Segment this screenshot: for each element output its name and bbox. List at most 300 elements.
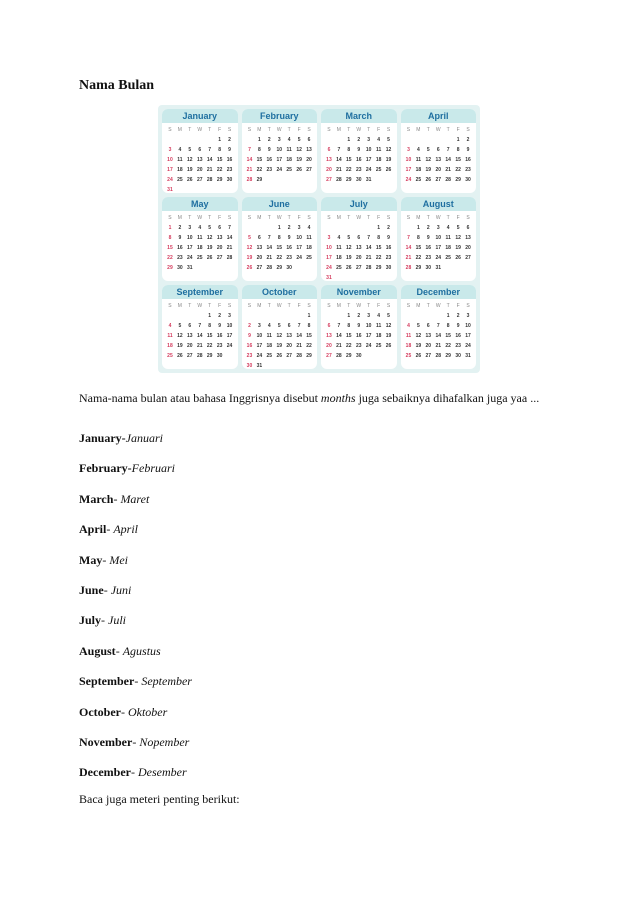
day-cell: 12 [385,323,392,329]
day-cell: 8 [446,323,450,329]
month-list [79,431,192,796]
day-cell: 9 [267,147,271,153]
weekday-label: F [456,215,460,221]
day-cell: 15 [206,333,213,339]
day-cell: 12 [346,245,352,251]
day-cell: 18 [177,167,183,173]
day-cell: 17 [435,245,442,251]
day-cell [324,225,334,231]
day-cell: 16 [465,157,471,163]
day-cell: 21 [445,167,451,173]
day-cell: 4 [377,137,380,143]
weekday-label: W [276,215,282,221]
day-cell: 27 [286,353,292,359]
day-cell: 17 [226,333,233,339]
month-name: September [162,285,238,299]
day-cell: 26 [415,353,422,359]
day-cell: 1 [208,313,212,319]
list-item: May- Mei [79,552,128,567]
day-cell: 29 [276,265,283,271]
day-cell: 1 [416,225,420,231]
weekday-label: M [257,215,262,221]
weekday-label: T [208,303,212,309]
day-grid [401,137,477,183]
day-cell: 4 [168,323,172,329]
day-cell: 6 [198,147,202,153]
day-cell: 3 [188,225,192,231]
day-cell: 31 [435,265,442,271]
day-cell: 30 [355,177,362,183]
day-cell: 5 [178,323,182,329]
list-item: October- Oktober [79,704,168,719]
weekday-label: S [406,127,411,133]
weekday-label: T [426,303,430,309]
day-cell: 20 [306,157,312,163]
day-cell: 12 [187,157,193,163]
day-cell: 17 [326,255,332,261]
day-cell: 26 [276,353,283,359]
day-cell [185,137,195,143]
day-cell: 23 [385,255,392,261]
day-cell: 29 [256,177,263,183]
month-september [162,285,238,369]
day-cell: 11 [306,235,312,241]
weekday-label: T [426,215,430,221]
weekday-label: F [218,215,222,221]
day-cell: 23 [246,353,253,359]
day-cell: 27 [196,177,203,183]
weekday-label: T [446,215,450,221]
day-cell: 21 [405,255,412,261]
weekday-label: T [367,127,371,133]
month-july [321,197,397,281]
day-cell: 22 [206,343,213,349]
day-cell: 23 [266,167,273,173]
day-cell [165,313,175,319]
day-cell: 2 [248,323,251,329]
weekday-label: T [188,127,192,133]
day-grid [401,225,477,271]
day-cell: 30 [246,363,253,369]
day-cell: 9 [228,147,231,153]
list-item: January-Januari [79,431,164,445]
day-cell: 22 [216,167,223,173]
day-cell: 9 [357,147,361,153]
day-cell: 13 [465,235,471,241]
day-cell: 17 [167,167,173,173]
day-cell [433,137,443,143]
day-cell: 21 [226,245,233,251]
weekday-label: S [466,127,470,133]
day-cell: 8 [208,323,212,329]
day-cell: 6 [287,323,291,329]
month-october [242,285,318,369]
day-cell: 22 [445,343,451,349]
day-cell: 26 [346,265,352,271]
day-cell: 2 [426,225,430,231]
day-cell: 24 [465,343,471,349]
day-cell: 9 [218,323,221,329]
day-cell: 17 [465,333,471,339]
day-cell: 4 [446,225,450,231]
weekday-label: T [267,127,271,133]
day-cell: 15 [415,245,422,251]
day-cell: 7 [228,225,231,231]
day-cell: 26 [296,167,302,173]
day-cell: 12 [276,333,283,339]
day-cell: 6 [436,147,440,153]
day-cell: 20 [326,167,332,173]
page-title: Nama Bulan [79,78,155,93]
day-cell: 28 [196,353,203,359]
month-august [401,197,477,281]
day-cell: 7 [248,147,251,153]
day-cell: 7 [297,323,301,329]
day-cell: 12 [415,333,422,339]
day-cell: 27 [306,167,312,173]
day-cell: 6 [357,235,361,241]
day-cell: 20 [216,245,223,251]
weekday-label: T [188,303,192,309]
day-cell: 29 [415,265,422,271]
day-cell: 19 [425,167,432,173]
day-cell: 28 [445,177,451,183]
weekday-label: S [247,303,252,309]
day-cell: 25 [445,255,451,261]
day-cell: 14 [226,235,233,241]
day-cell: 11 [336,245,342,251]
day-cell: 24 [365,167,372,173]
day-cell: 30 [465,177,471,183]
day-cell: 20 [435,167,442,173]
month-march [321,109,397,193]
day-cell: 17 [365,157,372,163]
day-cell: 24 [256,353,263,359]
day-cell: 10 [326,245,332,251]
day-cell: 5 [416,323,420,329]
day-cell: 5 [297,137,301,143]
day-cell: 27 [355,265,362,271]
day-cell: 13 [306,147,312,153]
day-cell: 30 [177,265,183,271]
month-name: July [321,197,397,211]
day-grid [321,313,397,359]
day-cell: 1 [277,225,281,231]
weekday-label: S [247,127,252,133]
day-cell: 1 [257,137,261,143]
day-cell: 27 [187,353,193,359]
day-cell: 18 [445,245,451,251]
day-cell: 19 [415,343,422,349]
day-cell: 26 [206,255,213,261]
day-cell: 25 [167,353,173,359]
day-cell: 16 [355,333,362,339]
day-cell: 14 [405,245,412,251]
day-cell: 16 [355,157,362,163]
list-item: June- Juni [79,582,132,597]
day-cell [165,137,175,143]
day-cell: 12 [206,235,213,241]
day-cell: 4 [198,225,202,231]
day-cell: 9 [466,147,470,153]
day-cell: 21 [246,167,253,173]
weekday-label: S [466,215,470,221]
day-cell: 27 [216,255,223,261]
weekday-label: M [336,215,341,221]
weekday-label: T [287,303,291,309]
day-cell: 26 [385,343,392,349]
weekday-label: W [197,127,203,133]
day-cell: 13 [435,157,442,163]
day-cell: 10 [365,323,372,329]
day-cell: 9 [426,235,430,241]
day-cell: 3 [367,313,371,319]
day-cell: 15 [276,245,283,251]
day-cell: 28 [365,265,372,271]
day-cell: 13 [256,245,263,251]
weekday-label: S [307,303,311,309]
day-cell: 14 [246,157,253,163]
day-cell: 4 [178,147,182,153]
day-cell: 5 [387,137,390,143]
day-cell: 2 [218,313,221,319]
weekday-label: M [416,127,421,133]
weekday-header [401,303,477,309]
day-cell: 8 [347,147,351,153]
day-cell: 2 [456,313,460,319]
day-grid [321,137,397,183]
day-cell: 2 [466,137,470,143]
day-cell: 17 [187,245,193,251]
day-cell: 11 [415,157,422,163]
day-cell: 23 [226,167,233,173]
weekday-label: S [227,303,232,309]
day-cell: 8 [456,147,460,153]
day-cell: 28 [226,255,233,261]
day-cell: 3 [466,313,470,319]
day-cell: 9 [357,323,361,329]
day-cell: 20 [355,255,362,261]
weekday-label: M [177,215,182,221]
day-cell: 16 [425,245,432,251]
weekday-label: M [416,215,421,221]
day-cell: 19 [187,167,193,173]
day-cell: 28 [336,177,342,183]
day-cell: 3 [277,137,281,143]
day-cell [264,313,274,319]
day-cell: 28 [266,265,273,271]
day-cell: 8 [416,235,420,241]
day-cell: 7 [337,323,341,329]
day-cell [354,225,364,231]
day-cell: 29 [306,353,312,359]
day-cell: 4 [416,147,420,153]
day-cell: 4 [267,323,271,329]
day-cell: 5 [456,225,460,231]
day-cell: 24 [226,343,233,349]
day-cell: 2 [357,137,361,143]
weekday-label: S [466,303,470,309]
day-cell: 27 [465,255,471,261]
day-cell: 10 [226,323,233,329]
day-cell: 9 [456,323,460,329]
day-cell: 30 [355,353,362,359]
day-cell: 11 [405,333,412,339]
weekday-label: S [327,127,331,133]
weekday-label: S [327,215,331,221]
day-cell: 19 [246,255,253,261]
day-cell: 8 [377,235,380,241]
day-cell: 28 [435,353,442,359]
weekday-header [321,127,397,133]
day-cell: 29 [346,353,352,359]
day-cell: 28 [405,265,412,271]
day-cell: 7 [446,147,450,153]
day-cell: 30 [425,265,432,271]
day-cell: 18 [415,167,422,173]
day-cell: 25 [415,177,422,183]
day-cell: 15 [256,157,263,163]
day-cell: 14 [196,333,203,339]
weekday-label: S [307,215,311,221]
weekday-label: F [456,303,460,309]
day-cell: 12 [425,157,432,163]
weekday-label: T [208,127,212,133]
day-cell: 7 [436,323,440,329]
day-cell: 6 [257,235,261,241]
day-cell: 5 [387,313,390,319]
day-cell: 1 [347,137,351,143]
day-cell: 1 [456,137,460,143]
day-cell [324,313,334,319]
day-cell: 31 [365,177,372,183]
day-cell: 14 [445,157,451,163]
closing-text: Baca juga meteri penting berikut: [79,792,240,806]
day-cell: 15 [346,333,352,339]
weekday-label: T [188,215,192,221]
day-cell: 13 [286,333,292,339]
day-cell: 6 [426,323,430,329]
weekday-header [242,215,318,221]
day-cell: 3 [297,225,301,231]
day-cell [334,225,344,231]
weekday-label: W [276,303,282,309]
day-cell: 10 [405,157,412,163]
day-cell: 8 [168,235,172,241]
day-cell [423,137,433,143]
day-cell: 17 [296,245,302,251]
day-cell: 14 [296,333,302,339]
day-cell: 25 [375,343,382,349]
weekday-label: W [276,127,282,133]
day-cell: 6 [218,225,221,231]
day-cell: 11 [197,235,203,241]
weekday-label: S [227,215,232,221]
day-cell: 20 [187,343,193,349]
day-cell: 29 [216,177,223,183]
month-may [162,197,238,281]
day-cell: 13 [216,235,223,241]
day-cell: 3 [407,147,410,153]
day-cell: 26 [425,177,432,183]
day-cell: 2 [228,137,231,143]
day-cell: 25 [266,353,273,359]
day-cell: 15 [306,333,312,339]
day-cell: 11 [177,157,183,163]
day-cell: 23 [355,167,362,173]
day-cell: 6 [327,147,331,153]
day-cell [404,137,414,143]
day-cell: 12 [177,333,183,339]
weekday-label: T [208,215,212,221]
day-cell [324,137,334,143]
weekday-label: F [218,127,222,133]
day-cell: 2 [178,225,182,231]
day-cell: 4 [307,225,311,231]
day-cell: 25 [306,255,312,261]
day-cell: 4 [377,313,380,319]
list-item: August- Agustus [79,643,161,658]
day-cell: 11 [375,323,382,329]
day-cell: 21 [296,343,302,349]
weekday-label: T [287,215,291,221]
intro-paragraph [79,390,579,406]
day-cell: 12 [246,245,253,251]
day-cell: 22 [455,167,461,173]
day-cell: 29 [167,265,173,271]
day-cell: 30 [216,353,223,359]
day-cell: 9 [248,333,251,339]
day-cell: 9 [387,235,390,241]
weekday-label: T [287,127,291,133]
day-cell: 11 [167,333,173,339]
day-cell: 21 [206,167,213,173]
day-cell: 1 [168,225,172,231]
day-cell: 22 [276,255,283,261]
month-name: March [321,109,397,123]
weekday-label: W [197,215,203,221]
day-cell: 18 [336,255,342,261]
day-cell: 25 [375,167,382,173]
day-cell: 18 [286,157,292,163]
weekday-label: M [177,127,182,133]
day-cell: 4 [337,235,341,241]
list-item: November- Nopember [79,734,190,749]
day-cell: 2 [267,137,271,143]
day-cell: 25 [405,353,412,359]
day-cell: 17 [276,157,283,163]
weekday-label: S [168,127,172,133]
day-cell: 5 [188,147,192,153]
day-cell: 28 [246,177,253,183]
day-cell: 26 [455,255,461,261]
day-cell: 9 [178,235,182,241]
day-cell: 22 [346,343,352,349]
day-cell [245,225,255,231]
day-cell: 24 [435,255,442,261]
list-item: September- September [79,674,192,689]
day-cell: 7 [198,323,202,329]
day-cell: 23 [286,255,292,261]
day-cell: 11 [375,147,382,153]
month-name: January [162,109,238,123]
weekday-label: F [297,303,301,309]
weekday-label: S [386,303,391,309]
day-cell: 31 [187,265,193,271]
day-cell: 27 [256,265,263,271]
day-cell: 13 [355,245,362,251]
weekday-label: T [426,127,430,133]
